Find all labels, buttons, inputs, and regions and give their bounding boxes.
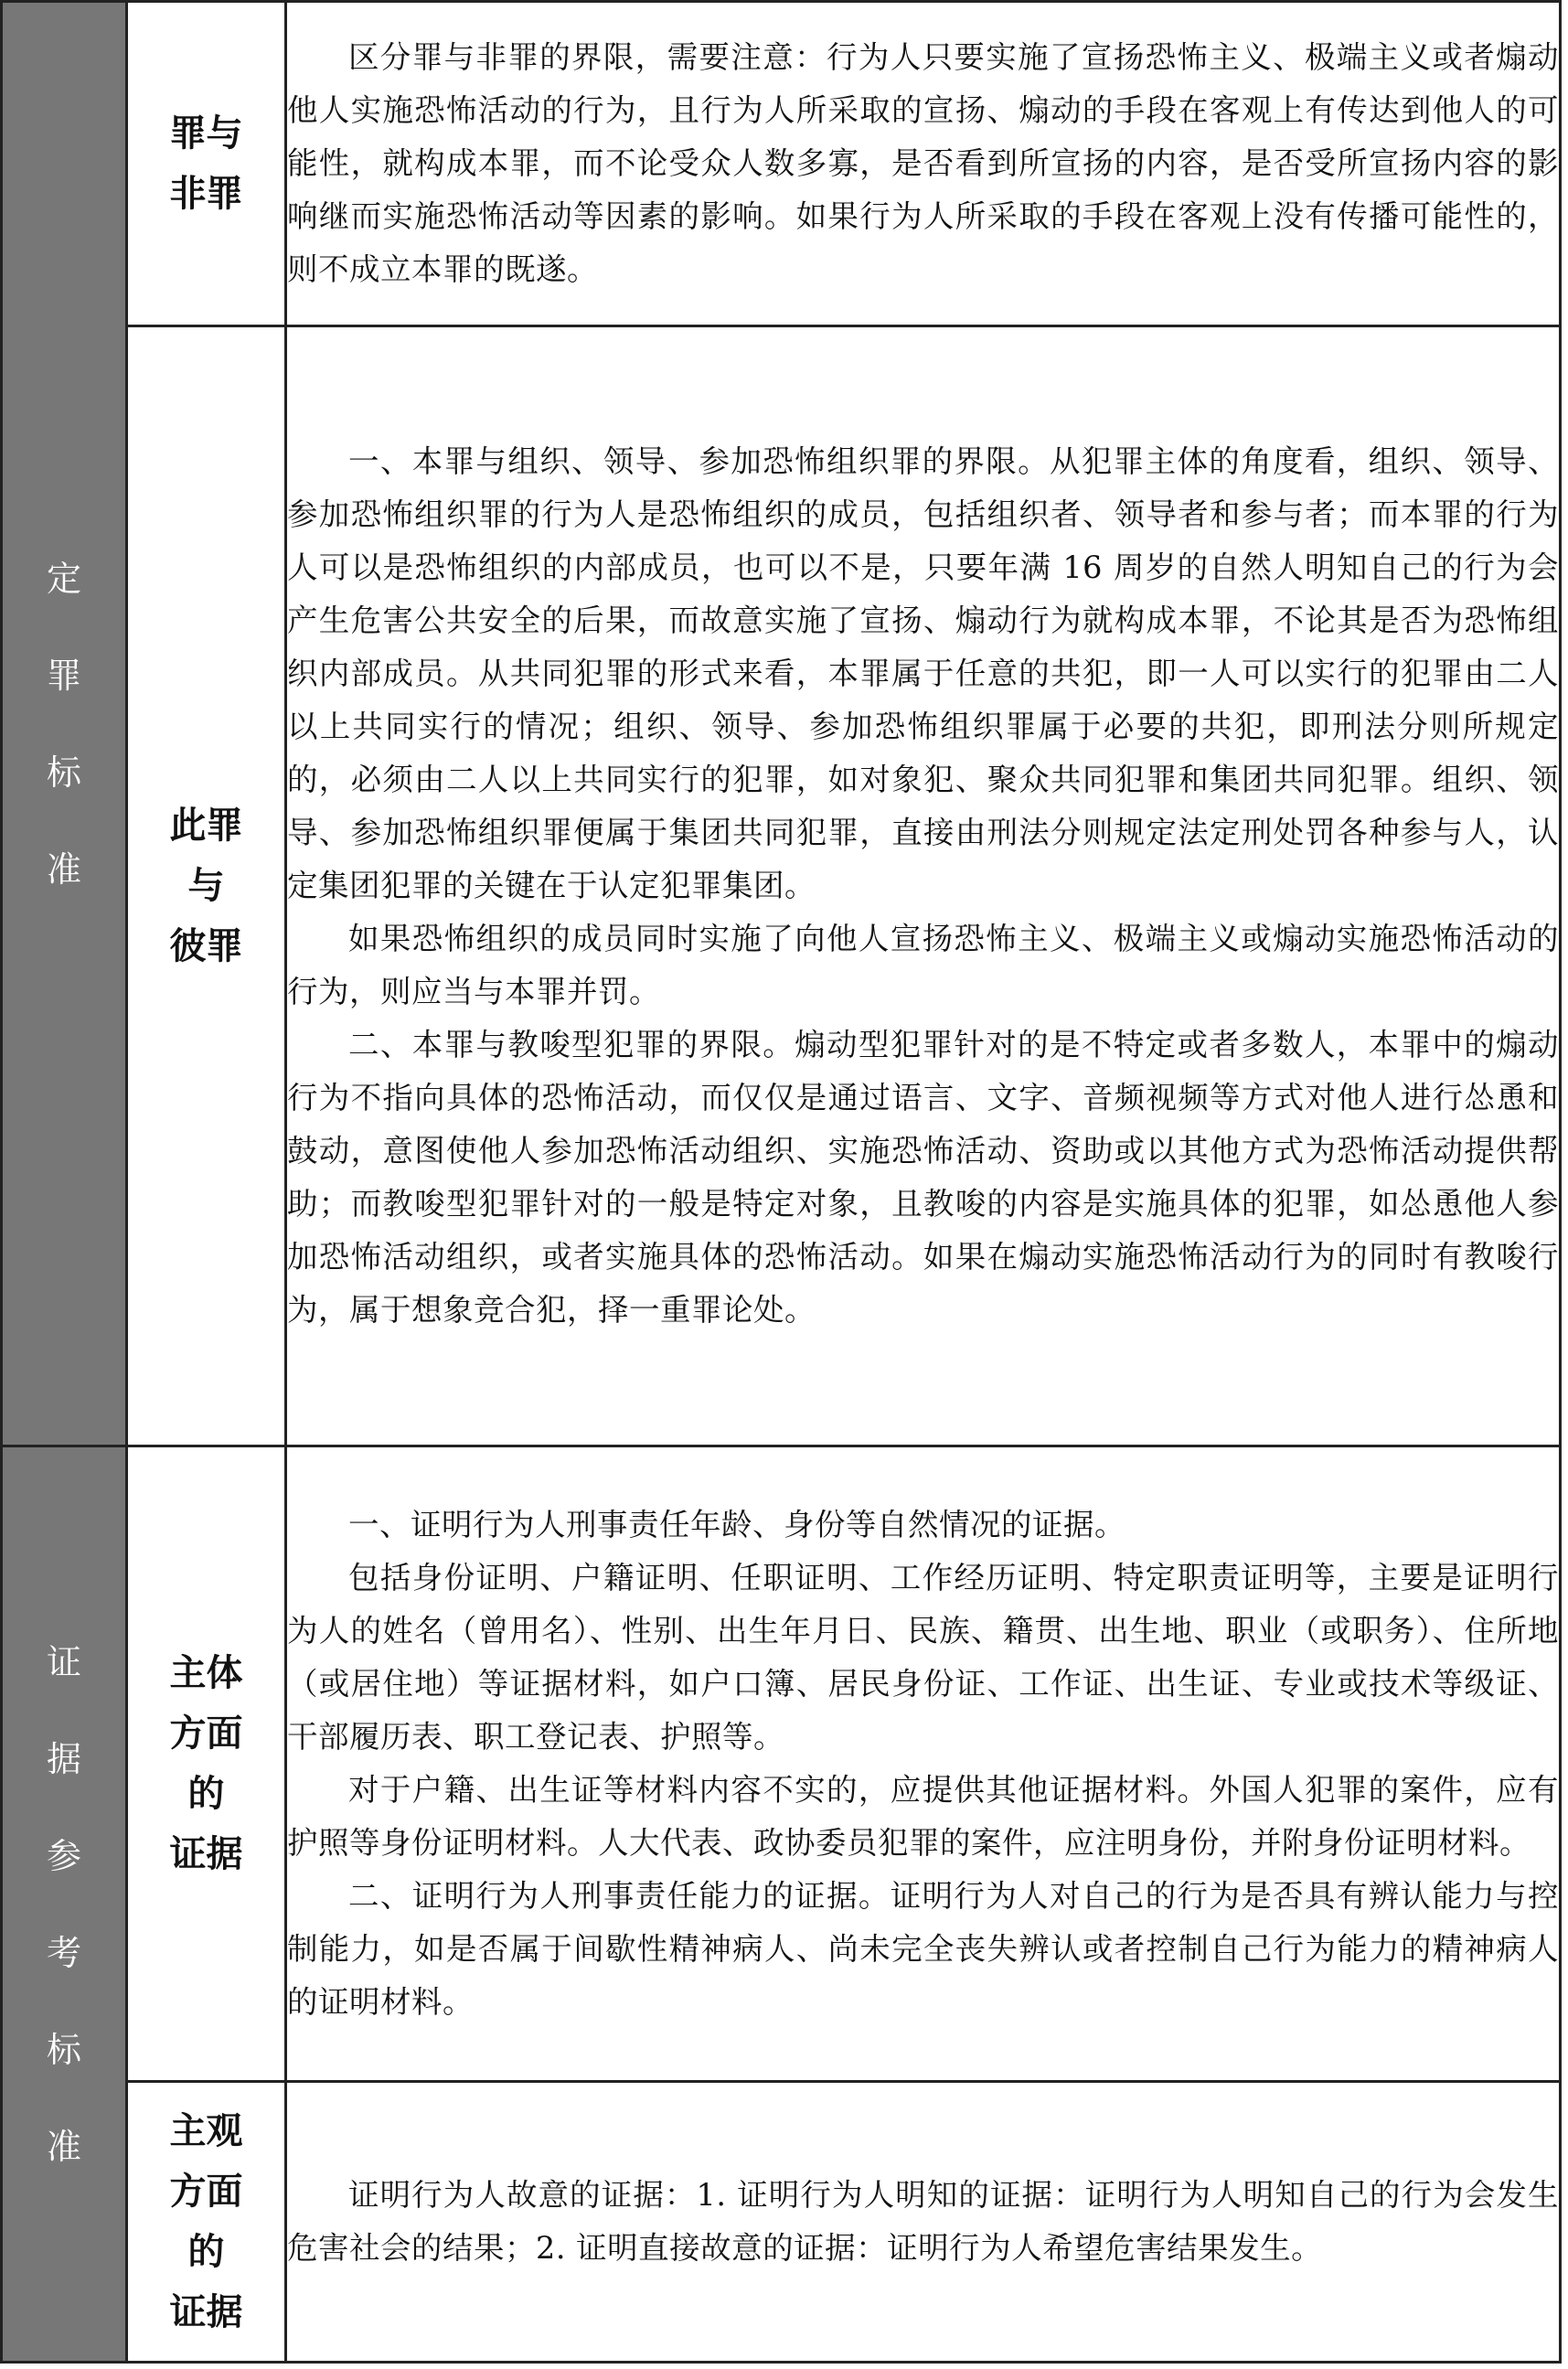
- row-label-subjective-evidence: 主观 方面 的 证据: [127, 2082, 286, 2363]
- table-row: [2, 2, 1561, 326]
- section-title-evidence: [2, 1446, 127, 2363]
- table-row: [2, 1446, 1561, 2082]
- paragraph: 区分罪与非罪的界限，需要注意：行为人只要实施了宣扬恐怖主义、极端主义或者煽动他人实施恐怖活动的行为，且行为人所采取的宣扬、煽动的手段在客观上有传达到他人的可能性，就构成本罪，而不论受众人数多寡，是否看到所宣扬的内容，是否受所宣扬内容的影响继而实施恐怖活动等因素的影响。如果行为人所采取的手段在客观上没有传播可能性的，则不成立本罪的既遂。: [287, 39, 1559, 287]
- paragraph: 一、证明行为人刑事责任年龄、身份等自然情况的证据。: [348, 1507, 1125, 1542]
- paragraph: 二、证明行为人刑事责任能力的证据。证明行为人对自己的行为是否具有辨认能力与控制能力，如是否属于间歇性精神病人、尚未完全丧失辨认或者控制自己行为能力的精神病人的证明材料。: [287, 1878, 1559, 2020]
- section-title-char: 据: [46, 1738, 81, 1779]
- section-title-char: 参: [46, 1835, 81, 1876]
- section-title-char: 证: [46, 1641, 81, 1682]
- table-row: [2, 2082, 1561, 2363]
- paragraph: 如果恐怖组织的成员同时实施了向他人宣扬恐怖主义、极端主义或煽动实施恐怖活动的行为，则应当与本罪并罚。: [287, 921, 1559, 1009]
- section-title-conviction: [2, 2, 127, 1446]
- row-label-crime-vs-noncrime: 罪与 非罪: [127, 2, 286, 326]
- section-title-char: 准: [46, 2126, 81, 2167]
- row-content-crime-vs-noncrime: [286, 2, 1561, 326]
- section-title-char: 罪: [46, 655, 81, 696]
- row-label-subject-evidence: 主体 方面 的 证据: [127, 1446, 286, 2082]
- row-content-subject-evidence: [286, 1446, 1561, 2082]
- paragraph: 二、本罪与教唆型犯罪的界限。煽动型犯罪针对的是不特定或者多数人，本罪中的煽动行为不指向具体的恐怖活动，而仅仅是通过语言、文字、音频视频等方式对他人进行怂恿和鼓动，意图使他人参加恐怖活动组织、实施恐怖活动、资助或以其他方式为恐怖活动提供帮助；而教唆型犯罪针对的一般是特定对象，且教唆的内容是实施具体的犯罪，如怂恿他人参加恐怖活动组织，或者实施具体的恐怖活动。如果在煽动实施恐怖活动行为的同时有教唆行为，属于想象竞合犯，择一重罪论处。: [287, 1027, 1559, 1328]
- paragraph: 证明行为人故意的证据：1. 证明行为人明知的证据：证明行为人明知自己的行为会发生危害社会的结果；2. 证明直接故意的证据：证明行为人希望危害结果发生。: [287, 2177, 1559, 2266]
- section-title-char: 准: [46, 848, 81, 890]
- paragraph: 包括身份证明、户籍证明、任职证明、工作经历证明、特定职责证明等，主要是证明行为人的姓名（曾用名）、性别、出生年月日、民族、籍贯、出生地、职业（或职务）、住所地（或居住地）等证据材料，如户口簿、居民身份证、工作证、出生证、专业或技术等级证、干部履历表、职工登记表、护照等。: [287, 1560, 1559, 1755]
- section-title-char: 考: [46, 1932, 81, 1973]
- row-label-this-vs-other-crime: 此罪 与 彼罪: [127, 326, 286, 1446]
- row-content-subjective-evidence: [286, 2082, 1561, 2363]
- paragraph: 一、本罪与组织、领导、参加恐怖组织罪的界限。从犯罪主体的角度看，组织、领导、参加恐怖组织罪的行为人是恐怖组织的成员，包括组织者、领导者和参与者；而本罪的行为人可以是恐怖组织的内部成员，也可以不是，只要年满 16 周岁的自然人明知自己的行为会产生危害公共安全的后果，而故意实施了宣扬、煽动行为就构成本罪，不论其是否为恐怖组织内部成员。从共同犯罪的形式来看，本罪属于任意的共犯，即一人可以实行的犯罪由二人以上共同实行的情况；组织、领导、参加恐怖组织罪属于必要的共犯，即刑法分则所规定的，必须由二人以上共同实行的犯罪，如对象犯、聚众共同犯罪和集团共同犯罪。组织、领导、参加恐怖组织罪便属于集团共同犯罪，直接由刑法分则规定法定刑处罚各种参与人，认定集团犯罪的关键在于认定犯罪集团。: [287, 443, 1559, 903]
- table-row: [2, 326, 1561, 1446]
- section-title-char: 标: [46, 752, 81, 793]
- section-title-char: 定: [46, 558, 81, 599]
- paragraph: 对于户籍、出生证等材料内容不实的，应提供其他证据材料。外国人犯罪的案件，应有护照等身份证明材料。人大代表、政协委员犯罪的案件，应注明身份，并附身份证明材料。: [287, 1772, 1559, 1861]
- row-content-this-vs-other-crime: [286, 326, 1561, 1446]
- section-title-char: 标: [46, 2029, 81, 2070]
